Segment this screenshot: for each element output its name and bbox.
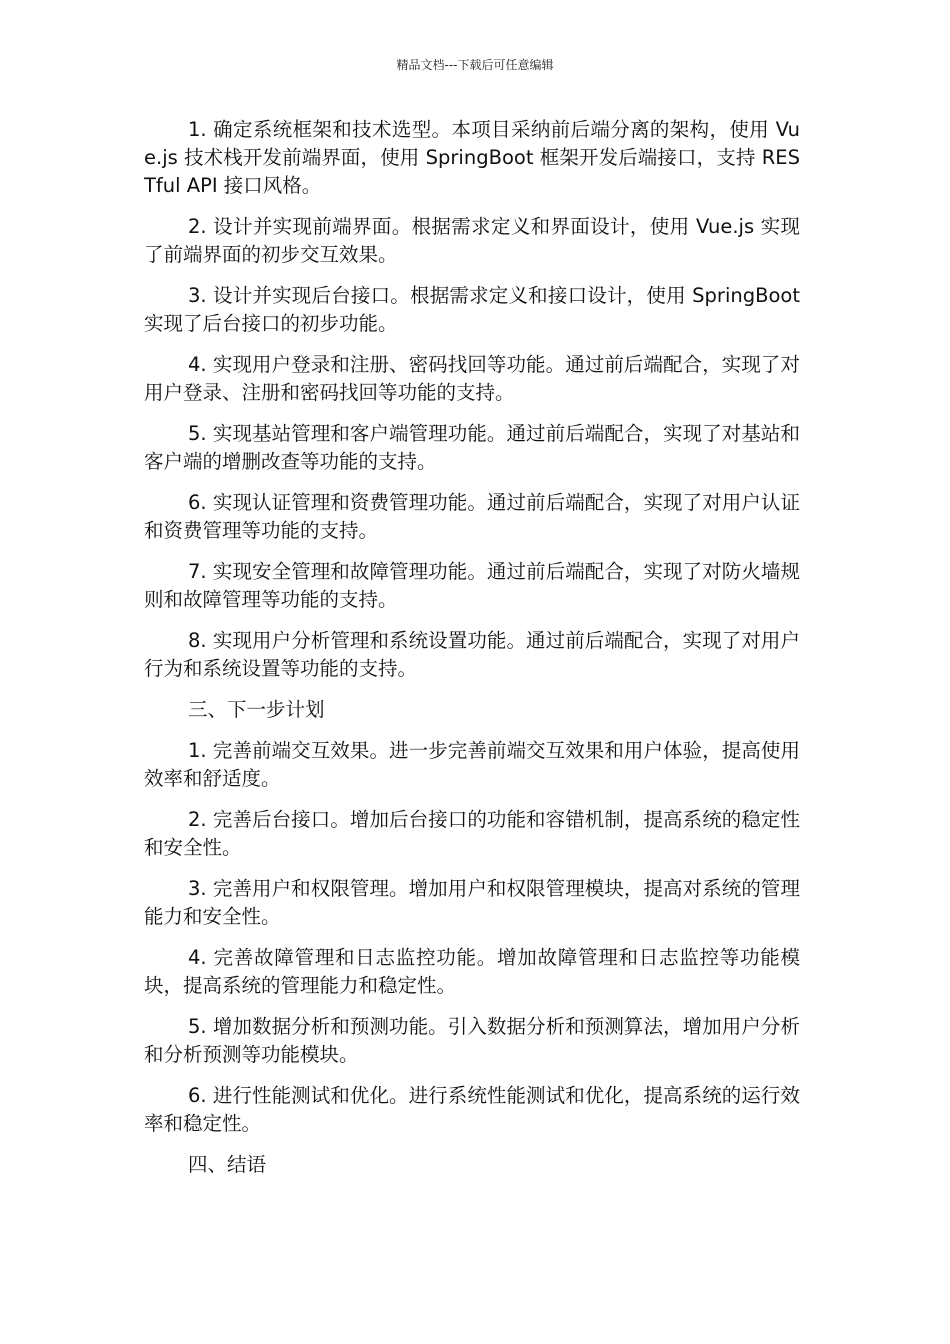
section-heading-conclusion: 四、结语: [188, 1153, 267, 1176]
paragraph-progress-5: 5. 实现基站管理和客户端管理功能。通过前后端配合，实现了对基站和客户端的增删改查等功能的支持。: [144, 422, 800, 473]
paragraph-progress-1: 1. 确定系统框架和技术选型。本项目采纳前后端分离的架构，使用 Vue.js 技术栈开发前端界面，使用 SpringBoot 框架开发后端接口，支持 RESTful API 接口风格。: [144, 118, 800, 197]
paragraph-progress-7: 7. 实现安全管理和故障管理功能。通过前后端配合，实现了对防火墙规则和故障管理等功能的支持。: [144, 560, 800, 611]
page-header: 精品文档---下载后可任意编辑: [396, 58, 554, 72]
paragraph-plan-6: 6. 进行性能测试和优化。进行系统性能测试和优化，提高系统的运行效率和稳定性。: [144, 1084, 800, 1135]
paragraph-plan-3: 3. 完善用户和权限管理。增加用户和权限管理模块，提高对系统的管理能力和安全性。: [144, 877, 800, 928]
paragraph-progress-8: 8. 实现用户分析管理和系统设置功能。通过前后端配合，实现了对用户行为和系统设置等功能的支持。: [144, 629, 800, 680]
paragraph-progress-3: 3. 设计并实现后台接口。根据需求定义和接口设计，使用 SpringBoot 实现了后台接口的初步功能。: [144, 284, 800, 335]
paragraph-plan-4: 4. 完善故障管理和日志监控功能。增加故障管理和日志监控等功能模块，提高系统的管理能力和稳定性。: [144, 946, 800, 997]
paragraph-plan-2: 2. 完善后台接口。增加后台接口的功能和容错机制，提高系统的稳定性和安全性。: [144, 808, 800, 859]
document-body: [144, 116, 800, 1192]
paragraph-progress-4: 4. 实现用户登录和注册、密码找回等功能。通过前后端配合，实现了对用户登录、注册和密码找回等功能的支持。: [144, 353, 800, 404]
paragraph-plan-1: 1. 完善前端交互效果。进一步完善前端交互效果和用户体验，提高使用效率和舒适度。: [144, 739, 800, 790]
paragraph-progress-6: 6. 实现认证管理和资费管理功能。通过前后端配合，实现了对用户认证和资费管理等功能的支持。: [144, 491, 800, 542]
section-heading-next-plan: 三、下一步计划: [188, 698, 325, 721]
paragraph-plan-5: 5. 增加数据分析和预测功能。引入数据分析和预测算法，增加用户分析和分析预测等功能模块。: [144, 1015, 800, 1066]
paragraph-progress-2: 2. 设计并实现前端界面。根据需求定义和界面设计，使用 Vue.js 实现了前端界面的初步交互效果。: [144, 215, 800, 266]
